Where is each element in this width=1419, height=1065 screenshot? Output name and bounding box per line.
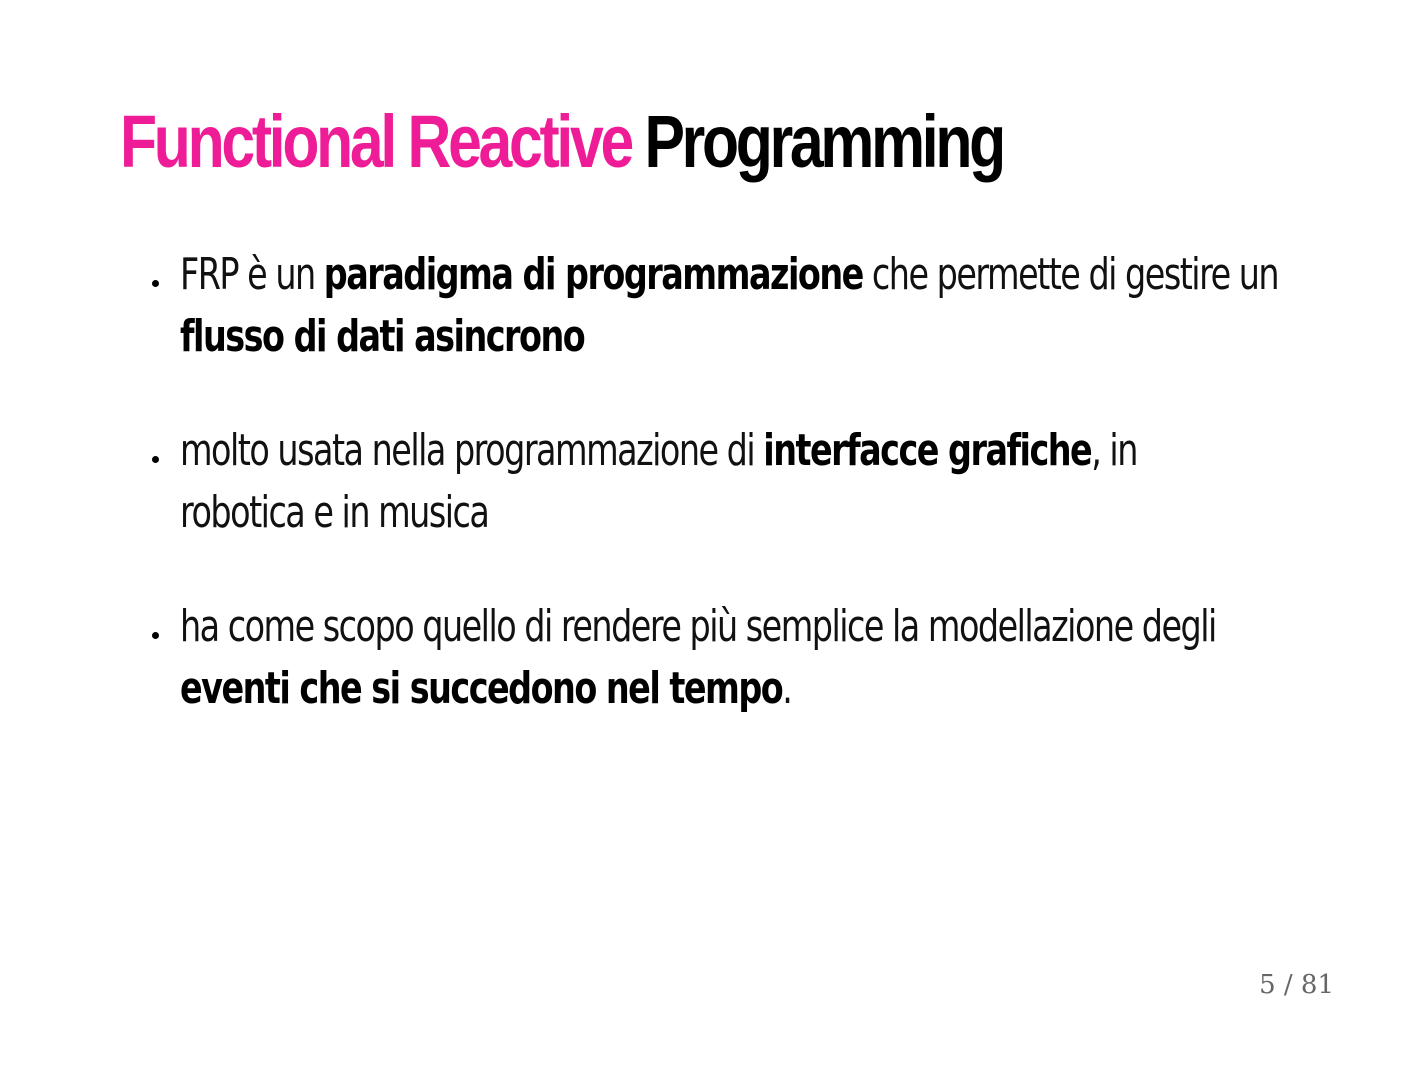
bullet-bold-text: paradigma di programmazione bbox=[323, 249, 863, 300]
bullet-item bbox=[140, 244, 1340, 368]
bullet-dot-icon bbox=[152, 632, 159, 639]
bullet-text: che permette di gestire un bbox=[862, 249, 1279, 300]
bullet-list bbox=[140, 244, 1340, 772]
bullet-text: . bbox=[782, 663, 792, 714]
bullet-text: molto usata nella programmazione di bbox=[180, 425, 764, 476]
bullet-dot-icon bbox=[152, 456, 159, 463]
bullet-bold-text: flusso di dati asincrono bbox=[180, 311, 585, 362]
bullet-bold-text: interfacce grafiche bbox=[763, 425, 1092, 476]
bullet-item bbox=[140, 420, 1340, 544]
bullet-line bbox=[180, 596, 1216, 658]
page-number: 5 / 81 bbox=[1259, 970, 1334, 1000]
bullet-item bbox=[140, 596, 1340, 720]
slide-title bbox=[120, 92, 1003, 192]
bullet-text: FRP è un bbox=[180, 249, 324, 300]
bullet-text: ha come scopo quello di rendere più semplice la modellazione degli bbox=[180, 601, 1216, 652]
bullet-line bbox=[180, 244, 1279, 306]
bullet-bold-text: eventi che si succedono nel tempo bbox=[180, 663, 783, 714]
bullet-text: , in bbox=[1091, 425, 1137, 476]
bullet-line bbox=[180, 420, 1137, 482]
bullet-line bbox=[180, 482, 1062, 544]
bullet-text: robotica e in musica bbox=[180, 487, 489, 538]
bullet-line bbox=[180, 306, 1062, 368]
title-accent-text: Functional Reactive bbox=[120, 100, 631, 183]
bullet-line bbox=[180, 658, 1062, 720]
title-rest-text: Programming bbox=[644, 100, 1003, 183]
bullet-dot-icon bbox=[152, 280, 159, 287]
